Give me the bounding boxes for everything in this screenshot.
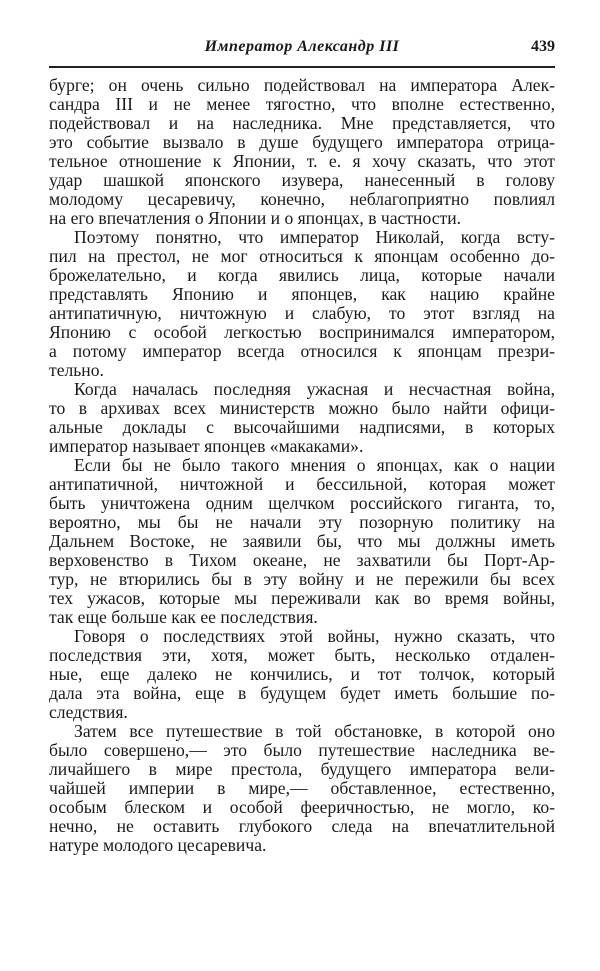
text-line: Говоря о последствиях этой войны, нужно сказать, что	[74, 626, 555, 646]
text-line: Если бы не было такого мнения о японцах, как о нации	[74, 455, 555, 475]
text-line: это событие вызвало в душе будущего императора отрица-	[49, 132, 555, 152]
text-line: Дальнем Востоке, не заявили бы, что мы должны иметь	[49, 531, 555, 551]
text-line: вероятно, мы бы не начали эту позорную политику на	[49, 512, 555, 532]
text-line: тельно.	[49, 360, 104, 380]
text-line: бурге; он очень сильно подействовал на императора Алек-	[49, 75, 555, 95]
text-line: то в архивах всех министерств можно было найти офици-	[49, 398, 555, 418]
text-line: брожелательно, и когда явились лица, которые начали	[49, 265, 555, 285]
text-line: было совершено,— это было путешествие наследника ве-	[49, 740, 555, 760]
text-line: на его впечатления о Японии и о японцах, в частности.	[49, 208, 462, 228]
text-line: антипатичную, ничтожную и слабую, то этот взгляд на	[49, 303, 555, 323]
text-line: Когда началась последняя ужасная и несчастная война,	[74, 379, 555, 399]
text-line: тех ужасов, которые мы переживали как во время войны,	[49, 588, 555, 608]
text-line: а потому император всегда относился к японцам презри-	[49, 341, 555, 361]
text-line: тур, не втюрились бы в эту войну и не пережили бы всех	[49, 569, 555, 589]
text-line: чайшей империи в мире,— обставленное, естественно,	[49, 778, 555, 798]
text-line: Затем все путешествие в той обстановке, в которой оно	[74, 721, 555, 741]
running-title: Император Александр III	[204, 38, 400, 55]
text-line: подействовал и на наследника. Мне представляется, что	[49, 113, 555, 133]
text-line: особым блеском и особой фееричностью, не могло, ко-	[49, 797, 555, 817]
text-line: натуре молодого цесаревича.	[49, 835, 267, 855]
text-line: удар шашкой японского изувера, нанесенный в голову	[49, 170, 555, 190]
text-line: Поэтому понятно, что император Николай, когда всту-	[74, 227, 555, 247]
text-line: молодому цесаревичу, конечно, неблагоприятно повлиял	[49, 189, 555, 209]
text-line: быть уничтожена одним щелчком российского гиганта, то,	[49, 493, 555, 513]
text-line: следствия.	[49, 702, 128, 722]
running-header	[49, 36, 555, 60]
text-line: сандра III и не менее тягостно, что вполне естественно,	[49, 94, 555, 114]
text-line: антипатичной, ничтожной и бессильной, которая может	[49, 474, 555, 494]
page-body-text	[49, 76, 555, 855]
text-line: нечно, не оставить глубокого следа на впечатлительной	[49, 816, 555, 836]
page-number: 439	[531, 38, 555, 55]
text-line: пил на престол, не мог относиться к японцам особенно до-	[49, 246, 555, 266]
text-line: тельное отношение к Японии, т. е. я хочу сказать, что этот	[49, 151, 555, 171]
text-line: последствия эти, хотя, может быть, несколько отдален-	[49, 645, 555, 665]
text-line: личайшего в мире престола, будущего императора вели-	[49, 759, 555, 779]
text-line: Японию с особой легкостью воспринимался императором,	[49, 322, 555, 342]
text-line: альные доклады с высочайшими надписями, в которых	[49, 417, 555, 437]
text-line: представлять Японию и японцев, как нацию крайне	[49, 284, 555, 304]
text-line: верховенство в Тихом океане, не захватили бы Порт-Ар-	[49, 550, 555, 570]
text-line: так еще больше как ее последствия.	[49, 607, 318, 627]
text-line: дала эта война, еще в будущем будет иметь большие по-	[49, 683, 555, 703]
text-line: ные, еще далеко не кончились, и тот толчок, который	[49, 664, 555, 684]
text-line: император называет японцев «макаками».	[49, 436, 364, 456]
header-rule	[49, 66, 555, 68]
